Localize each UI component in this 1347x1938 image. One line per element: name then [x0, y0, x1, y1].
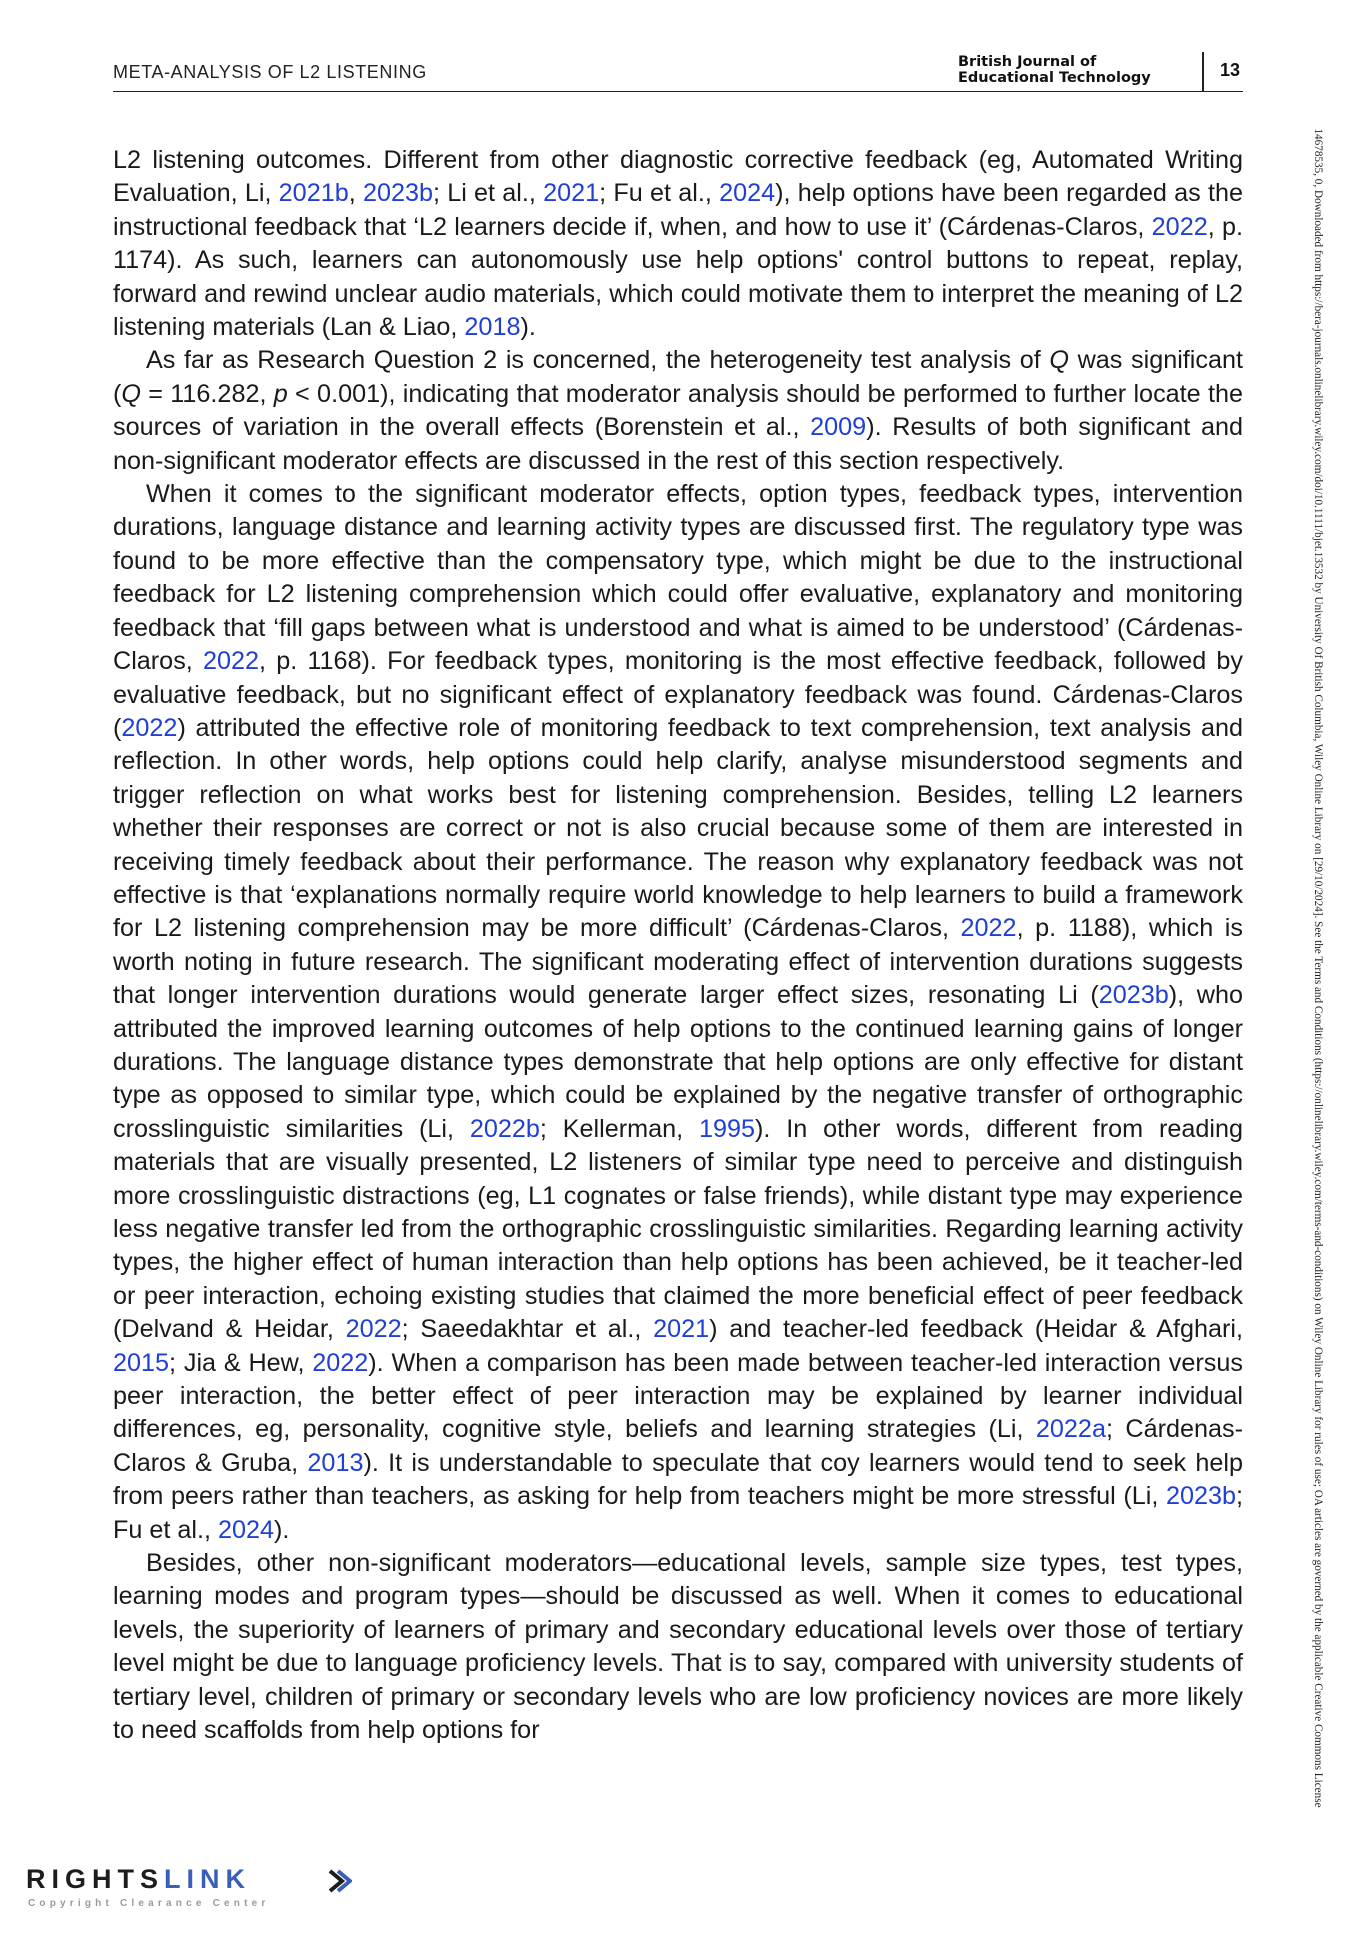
citation-link[interactable]: 2023b: [1098, 981, 1169, 1010]
text-run: = 116.282,: [140, 379, 274, 408]
text-run: ; Saeedakhtar et al.,: [401, 1315, 654, 1344]
text-run: , p. 1174). As such, learners can autonomously use help options' control buttons to repeat, replay, forward and rewind unclear audio materials, which could motivate them to interpret the meaning of L2 listening materials (Lan & Liao,: [113, 212, 1243, 342]
citation-link[interactable]: 2022: [121, 713, 178, 742]
text-run: was significant (: [113, 346, 1244, 408]
text-run: ; Cárdenas-Claros & Gruba,: [113, 1415, 1243, 1477]
citation-link[interactable]: 2024: [719, 179, 776, 208]
citation-link[interactable]: 2021: [543, 179, 600, 208]
journal-name-line2: Educational Technology: [958, 70, 1151, 86]
citation-link[interactable]: 2022: [202, 647, 260, 676]
paragraph: [113, 1547, 1243, 1747]
citation-link[interactable]: 2022: [960, 914, 1017, 943]
text-run: When it comes to the significant moderator effects, option types, feedback types, intervention durations, language distance and learning activity types are discussed first. The regulatory type was found to be more effective than the compensatory type, which might be due to the instructional feedback for L2 listening comprehension which could offer evaluative, explanatory and monitoring feedback that ‘fill gaps between what is understood and what is aimed to be understood’ (Cárdenas-Claros,: [113, 480, 1243, 676]
text-run: , p. 1188), which is worth noting in future research. The significant moderating effect of intervention durations suggests that longer intervention durations would generate larger effect sizes, resonating Li (: [113, 914, 1243, 1010]
page-number: 13: [1220, 60, 1241, 80]
citation-link[interactable]: 2022a: [1035, 1415, 1106, 1444]
journal-name-line1: British Journal of: [958, 54, 1097, 70]
logo-blue-text: LINK: [164, 1864, 252, 1894]
citation-link[interactable]: 2009: [810, 413, 867, 442]
paragraph: [113, 344, 1243, 478]
text-run: ). In other words, different from reading materials that are visually presented, L2 listeners of similar type need to perceive and distinguish more crosslinguistic distractions (eg, L1 cognates or false friends), while distant type may experience less negative transfer led from the orthographic crosslinguistic similarities. Regarding learning activity types, the higher effect of human interaction than help options has been achieved, be it teacher-led or peer interaction, echoing existing studies that claimed the more beneficial effect of peer feedback (Delvand & Heidar,: [113, 1114, 1243, 1344]
paragraph: [113, 478, 1243, 1547]
citation-link[interactable]: 2022: [312, 1348, 369, 1377]
text-run: L2 listening outcomes. Different from other diagnostic corrective feedback (eg, Automated Writing Evaluation, Li,: [113, 146, 1243, 208]
journal-name: [958, 54, 1190, 86]
citation-link[interactable]: 2022b: [469, 1114, 540, 1143]
logo-wordmark: [26, 1864, 251, 1895]
citation-link[interactable]: 2023b: [362, 179, 433, 208]
text-run: ; Jia & Hew,: [169, 1348, 313, 1377]
text-run: Besides, other non-significant moderators—educational levels, sample size types, test types, learning modes and program types—should be discussed as well. When it comes to educational levels, the superiority of learners of primary and secondary educational levels over those of tertiary level might be due to language proficiency levels. That is to say, compared with university students of tertiary level, children of primary or secondary levels who are low proficiency novices are more likely to need scaffolds from help options for: [113, 1549, 1243, 1745]
text-run: ) attributed the effective role of monitoring feedback to text comprehension, text analysis and reflection. In other words, help options could help clarify, analyse misunderstood segments and trigger reflection on what works best for listening comprehension. Besides, telling L2 learners whether their responses are correct or not is also crucial because some of them are interested in receiving timely feedback about their performance. The reason why explanatory feedback was not effective is that ‘explanations normally require world knowledge to help learners to build a framework for L2 listening comprehension may be more difficult’ (Cárdenas-Claros,: [113, 713, 1243, 943]
paragraph: [113, 144, 1243, 344]
text-run: , p. 1168). For feedback types, monitoring is the most effective feedback, followed by evaluative feedback, but no significant effect of explanatory feedback was found. Cárdenas-Claros (: [113, 647, 1244, 742]
text-run: ), who attributed the improved learning outcomes of help options to the continued learning gains of longer durations. The language distance types demonstrate that help options are only effective for distant type as opposed to similar type, which could be explained by the negative transfer of orthographic crosslinguistic similarities (Li,: [113, 981, 1243, 1143]
citation-link[interactable]: 2023b: [1165, 1482, 1236, 1511]
logo-dark-text: RIGHTS: [26, 1864, 165, 1894]
italic-symbol: Q: [1049, 346, 1069, 375]
download-notice: 14678535, 0, Downloaded from https://bera-journals.onlinelibrary.wiley.com/doi/10.1111/bjet.13532 by University Of British Columbia, Wiley Online Library on [29/10/2024]. See the Terms and Conditions (https://onlinelibrary.wiley.com/terms-and-conditions) on Wiley Online Library for rules of use; OA articles are governed by the applicable Creative Commons License: [1312, 128, 1324, 1808]
text-run: ). Results of both significant and non-significant moderator effects are discussed in the rest of this section respectively.: [113, 413, 1243, 475]
italic-symbol: p: [273, 379, 288, 408]
text-run: ; Fu et al.,: [599, 179, 720, 208]
text-run: As far as Research Question 2 is concerned, the heterogeneity test analysis of: [146, 346, 1050, 375]
text-run: ), help options have been regarded as the instructional feedback that ‘L2 learners decide if, when, and how to use it’ (Cárdenas-Claros,: [113, 179, 1243, 241]
text-run: ).: [520, 313, 536, 342]
citation-link[interactable]: 2015: [113, 1348, 170, 1377]
citation-link[interactable]: 2021b: [278, 179, 349, 208]
italic-symbol: Q: [121, 379, 141, 408]
article-body: [113, 144, 1243, 1748]
text-run: ) and teacher-led feedback (Heidar & Afghari,: [709, 1315, 1244, 1344]
text-run: ; Fu et al.,: [113, 1482, 1243, 1544]
text-run: ).: [274, 1515, 290, 1544]
citation-link[interactable]: 2021: [653, 1315, 710, 1344]
text-run: ). When a comparison has been made between teacher-led interaction versus peer interaction, the better effect of peer interaction may be explained by learner individual differences, eg, personality, cognitive style, beliefs and learning strategies (Li,: [113, 1348, 1243, 1444]
citation-link[interactable]: 2013: [307, 1448, 364, 1477]
citation-link[interactable]: 2022: [345, 1315, 402, 1344]
text-run: ; Kellerman,: [539, 1114, 699, 1143]
citation-link[interactable]: 2022: [1151, 212, 1208, 241]
citation-link[interactable]: 1995: [698, 1114, 756, 1143]
header-divider: [1202, 52, 1204, 92]
rightslink-logo[interactable]: [26, 1864, 356, 1914]
arrow-right-icon: [326, 1868, 352, 1894]
citation-link[interactable]: 2024: [218, 1515, 275, 1544]
text-run: ). It is understandable to speculate that coy learners would tend to seek help from peers rather than teachers, as asking for help from teachers might be more stressful (Li,: [113, 1448, 1243, 1511]
running-title: META-ANALYSIS OF L2 LISTENING: [113, 62, 427, 82]
header-rule: [113, 91, 1243, 92]
text-run: ,: [348, 179, 363, 208]
citation-link[interactable]: 2018: [464, 313, 521, 342]
logo-subtitle: Copyright Clearance Center: [28, 1898, 270, 1909]
text-run: ; Li et al.,: [433, 179, 544, 208]
text-run: < 0.001), indicating that moderator analysis should be performed to further locate the sources of variation in the overall effects (Borenstein et al.,: [113, 379, 1243, 442]
